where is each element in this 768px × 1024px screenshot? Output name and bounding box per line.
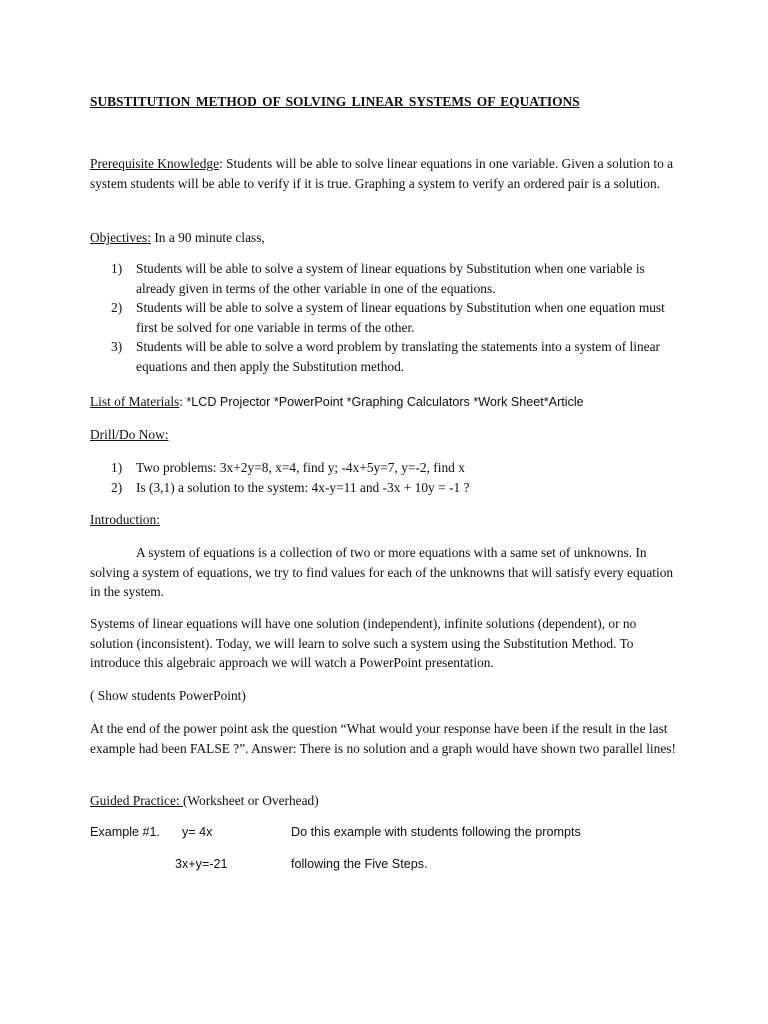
introduction-paragraph-1: A system of equations is a collection of two or more equations with a same set of unknowns. In solving a system of equations, we try to find values for each of the unknowns that will satisfy every equation in the system.	[90, 545, 674, 600]
objectives-intro: In a 90 minute class,	[150, 230, 265, 245]
example-note-1: Do this example with students following the prompts	[291, 825, 581, 839]
objectives-label: Objectives:	[90, 230, 151, 245]
guided-practice-line: Guided Practice: (Worksheet or Overhead)	[90, 793, 319, 808]
page-title: SUBSTITUTION METHOD OF SOLVING LINEAR SYSTEMS OF EQUATIONS	[90, 94, 580, 109]
example-note-2: following the Five Steps.	[291, 857, 428, 871]
introduction-paragraph-2: Systems of linear equations will have one solution (independent), infinite solutions (dependent), or no solution (inconsistent). Today, we will learn to solve such a system using the Substitution Method. To introduce this algebraic approach we will watch a PowerPoint presentation.	[90, 616, 637, 671]
introduction-paragraph-4: At the end of the power point ask the question “What would your response have been if the result in the last example had been FALSE ?”. Answer: There is no solution and a graph would have shown two parallel lines!	[90, 721, 676, 756]
list-item: 1) Students will be able to solve a system of linear equations by Substitution when one variable is already given in terms of the other variable in one of the equations.	[111, 261, 645, 296]
materials-list: *LCD Projector *PowerPoint *Graphing Calculators *Work Sheet*Article	[186, 395, 584, 409]
prerequisite-label: Prerequisite Knowledge	[90, 156, 220, 171]
introduction-heading: Introduction:	[90, 512, 160, 527]
example-equation-2: 3x+y=-21	[175, 857, 228, 871]
list-item: 3) Students will be able to solve a word problem by translating the statements into a system of linear equations and then apply the Substitution method.	[111, 339, 660, 374]
introduction-paragraph-3: ( Show students PowerPoint)	[90, 688, 246, 703]
drill-heading: Drill/Do Now:	[90, 427, 169, 442]
objectives-heading	[90, 228, 676, 248]
objectives-list	[90, 259, 676, 377]
materials-line: List of Materials: *LCD Projector *PowerPoint *Graphing Calculators *Work Sheet*Article	[90, 394, 584, 409]
drill-list	[90, 458, 676, 497]
example-label: Example #1.	[90, 825, 161, 839]
prerequisite-paragraph	[90, 154, 676, 193]
example-equation-1: y= 4x	[182, 825, 213, 839]
list-item: 1) Two problems: 3x+2y=8, x=4, find y; -4x+5y=7, y=-2, find x	[111, 460, 465, 475]
guided-practice-label: Guided Practice:	[90, 793, 183, 808]
materials-label: List of Materials	[90, 394, 180, 409]
list-item: 2) Is (3,1) a solution to the system: 4x-y=11 and -3x + 10y = -1 ?	[111, 479, 470, 495]
prerequisite-text: : Students will be able to solve linear equations in one variable. Given a solution to a system students will be able to verify if it is true. Graphing a system to verify an ordered pair is a solution.	[90, 156, 674, 191]
list-item: 2) Students will be able to solve a system of linear equations by Substitution when one equation must first be solved for one variable in terms of the other.	[111, 300, 665, 335]
